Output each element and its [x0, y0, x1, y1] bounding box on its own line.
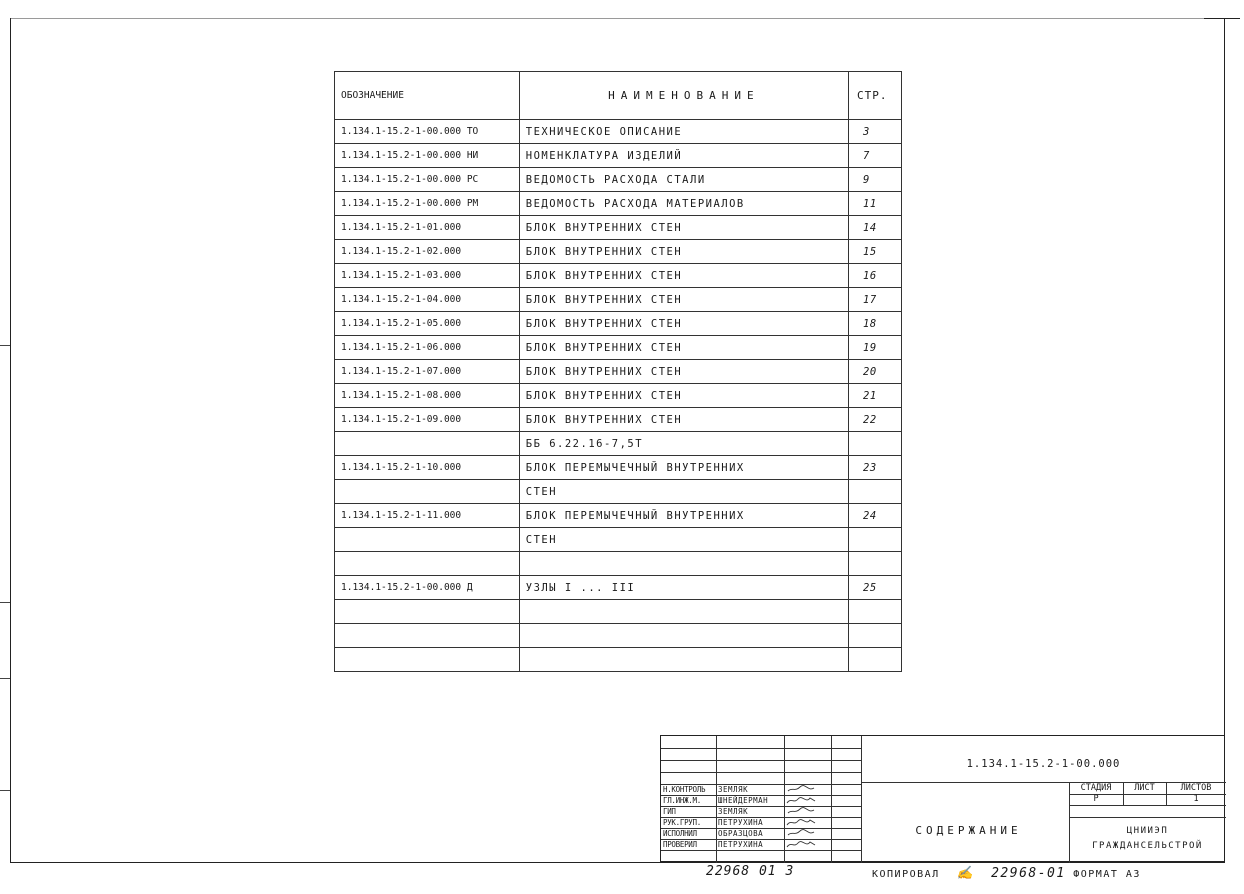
table-row: [335, 144, 902, 168]
signature-name: ПЕТРУХИНА: [718, 818, 764, 827]
row-designation: 1.134.1-15.2-1-00.000 Д: [335, 576, 520, 600]
row-designation: 1.134.1-15.2-1-03.000: [335, 264, 520, 288]
row-name: [519, 624, 848, 648]
row-designation: 1.134.1-15.2-1-02.000: [335, 240, 520, 264]
row-page: 11: [849, 192, 902, 216]
table-row: [335, 192, 902, 216]
row-designation: 1.134.1-15.2-1-00.000 ТО: [335, 120, 520, 144]
row-page: 22: [849, 408, 902, 432]
row-name: БЛОК ВНУТРЕННИХ СТЕН: [519, 408, 848, 432]
row-page: 24: [849, 504, 902, 528]
signature-role: ИСПОЛНИЛ: [663, 829, 697, 838]
signature-name: ЗЕМЛЯК: [718, 807, 749, 816]
row-name: БЛОК ПЕРЕМЫЧЕЧНЫЙ ВНУТРЕННИХ: [519, 456, 848, 480]
header-page: СТР.: [849, 72, 902, 120]
row-page: 20: [849, 360, 902, 384]
row-designation: 1.134.1-15.2-1-01.000: [335, 216, 520, 240]
signature-role: ПРОВЕРИЛ: [663, 840, 697, 849]
title-block-line: [661, 850, 861, 851]
copy-number: 22968-01: [991, 866, 1066, 881]
signature-name: ШНЕЙДЕРМАН: [718, 796, 769, 805]
table-row: [335, 168, 902, 192]
row-designation: 1.134.1-15.2-1-04.000: [335, 288, 520, 312]
contents-header-row: [335, 72, 902, 120]
row-page: 14: [849, 216, 902, 240]
table-row: [335, 624, 902, 648]
row-name: БЛОК ВНУТРЕННИХ СТЕН: [519, 216, 848, 240]
table-row: [335, 576, 902, 600]
row-name: СТЕН: [519, 528, 848, 552]
signature-name: ПЕТРУХИНА: [718, 840, 764, 849]
organization-line-1: ЦНИИЭП: [1126, 826, 1169, 836]
row-page: [849, 552, 902, 576]
signature-row: [661, 795, 861, 806]
row-page: 21: [849, 384, 902, 408]
row-name: БЛОК ВНУТРЕННИХ СТЕН: [519, 240, 848, 264]
row-designation: [335, 432, 520, 456]
row-designation: [335, 648, 520, 672]
margin-tick: [0, 602, 10, 603]
table-row: [335, 648, 902, 672]
row-name: БЛОК ВНУТРЕННИХ СТЕН: [519, 312, 848, 336]
row-designation: [335, 528, 520, 552]
row-designation: 1.134.1-15.2-1-00.000 РС: [335, 168, 520, 192]
table-row: [335, 600, 902, 624]
inventory-number: 22968 01 3: [706, 864, 795, 879]
row-name: БЛОК ВНУТРЕННИХ СТЕН: [519, 288, 848, 312]
table-row: [335, 216, 902, 240]
margin-tick: [0, 790, 10, 791]
signature-row: [661, 784, 861, 795]
frame-left-border: [10, 18, 11, 863]
row-designation: 1.134.1-15.2-1-00.000 РМ: [335, 192, 520, 216]
copy-signature-icon: ✍: [947, 866, 984, 881]
handwritten-signature-icon: [786, 840, 816, 849]
table-row: [335, 120, 902, 144]
row-designation: [335, 600, 520, 624]
table-row: [335, 408, 902, 432]
row-designation: [335, 624, 520, 648]
row-page: 18: [849, 312, 902, 336]
row-designation: 1.134.1-15.2-1-10.000: [335, 456, 520, 480]
row-page: 16: [849, 264, 902, 288]
handwritten-signature-icon: [786, 829, 816, 838]
row-page: 7: [849, 144, 902, 168]
row-designation: 1.134.1-15.2-1-07.000: [335, 360, 520, 384]
table-row: [335, 432, 902, 456]
row-name: БЛОК ВНУТРЕННИХ СТЕН: [519, 336, 848, 360]
row-name: ТЕХНИЧЕСКОЕ ОПИСАНИЕ: [519, 120, 848, 144]
table-row: [335, 336, 902, 360]
header-designation: ОБОЗНАЧЕНИЕ: [335, 72, 520, 120]
signature-name: ЗЕМЛЯК: [718, 785, 749, 794]
copy-label: КОПИРОВАЛ: [872, 869, 940, 880]
row-designation: 1.134.1-15.2-1-05.000: [335, 312, 520, 336]
row-page: [849, 600, 902, 624]
stage-value: Р: [1093, 794, 1099, 804]
row-name: УЗЛЫ I ... III: [519, 576, 848, 600]
table-row: [335, 480, 902, 504]
row-designation: 1.134.1-15.2-1-00.000 НИ: [335, 144, 520, 168]
row-designation: 1.134.1-15.2-1-08.000: [335, 384, 520, 408]
title-block: [660, 735, 1225, 862]
contents-body: [335, 120, 902, 672]
handwritten-signature-icon: [786, 785, 816, 794]
margin-tick: [0, 678, 10, 679]
title-block-line: [661, 760, 861, 761]
row-page: 23: [849, 456, 902, 480]
row-page: 17: [849, 288, 902, 312]
row-page: [849, 624, 902, 648]
row-page: 25: [849, 576, 902, 600]
signature-row: [661, 806, 861, 817]
row-name: БЛОК ВНУТРЕННИХ СТЕН: [519, 360, 848, 384]
handwritten-signature-icon: [786, 796, 816, 805]
signature-role: РУК.ГРУП.: [663, 818, 701, 827]
contents-table: [334, 71, 902, 672]
table-row: [335, 384, 902, 408]
header-name: НАИМЕНОВАНИЕ: [519, 72, 848, 120]
row-name: НОМЕНКЛАТУРА ИЗДЕЛИЙ: [519, 144, 848, 168]
table-row: [335, 504, 902, 528]
row-page: 3: [849, 120, 902, 144]
row-name: [519, 600, 848, 624]
row-page: [849, 432, 902, 456]
table-row: [335, 456, 902, 480]
signature-role: ГЛ.ИНЖ.М.: [663, 796, 701, 805]
table-row: [335, 552, 902, 576]
row-page: 15: [849, 240, 902, 264]
signature-role: ГИП: [663, 807, 676, 816]
title-block-line: [661, 772, 861, 773]
sheet-label: ЛИСТ: [1134, 783, 1155, 793]
signature-row: [661, 839, 861, 850]
row-name: [519, 552, 848, 576]
row-designation: 1.134.1-15.2-1-09.000: [335, 408, 520, 432]
title-block-line: [1069, 817, 1226, 818]
table-row: [335, 240, 902, 264]
row-name: БЛОК ПЕРЕМЫЧЕЧНЫЙ ВНУТРЕННИХ: [519, 504, 848, 528]
sheet-title: СОДЕРЖАНИЕ: [915, 824, 1022, 837]
row-name: ВЕДОМОСТЬ РАСХОДА СТАЛИ: [519, 168, 848, 192]
row-designation: [335, 480, 520, 504]
handwritten-signature-icon: [786, 818, 816, 827]
title-block-line: [1069, 805, 1226, 806]
organization-name: [1069, 824, 1226, 854]
title-block-line: [861, 736, 862, 863]
signature-row: [661, 828, 861, 839]
table-row: [335, 312, 902, 336]
document-code: 1.134.1-15.2-1-00.000: [966, 758, 1121, 770]
format-label: ФОРМАТ А3: [1073, 869, 1141, 880]
stage-label: СТАДИЯ: [1080, 783, 1112, 793]
row-name: ВЕДОМОСТЬ РАСХОДА МАТЕРИАЛОВ: [519, 192, 848, 216]
row-name: БЛОК ВНУТРЕННИХ СТЕН: [519, 384, 848, 408]
row-name: [519, 648, 848, 672]
organization-line-2: ГРАЖДАНСЕЛЬСТРОЙ: [1092, 841, 1203, 851]
row-page: 9: [849, 168, 902, 192]
frame-top-border: [10, 18, 1224, 19]
sheets-label: ЛИСТОВ: [1180, 783, 1212, 793]
sheets-value: 1: [1193, 794, 1199, 804]
row-name: СТЕН: [519, 480, 848, 504]
copy-stamp: [872, 866, 1141, 881]
row-name: ББ 6.22.16-7,5Т: [519, 432, 848, 456]
table-row: [335, 264, 902, 288]
signature-role: Н.КОНТРОЛЬ: [663, 785, 706, 794]
table-row: [335, 360, 902, 384]
signature-row: [661, 817, 861, 828]
table-row: [335, 528, 902, 552]
row-page: [849, 528, 902, 552]
row-name: БЛОК ВНУТРЕННИХ СТЕН: [519, 264, 848, 288]
margin-tick: [0, 345, 10, 346]
row-designation: [335, 552, 520, 576]
frame-bottom-border: [10, 862, 1224, 863]
row-page: 19: [849, 336, 902, 360]
table-row: [335, 288, 902, 312]
row-designation: 1.134.1-15.2-1-11.000: [335, 504, 520, 528]
handwritten-signature-icon: [786, 807, 816, 816]
row-designation: 1.134.1-15.2-1-06.000: [335, 336, 520, 360]
title-block-line: [661, 748, 861, 749]
frame-corner-mark: [1204, 18, 1240, 19]
row-page: [849, 480, 902, 504]
row-page: [849, 648, 902, 672]
signature-name: ОБРАЗЦОВА: [718, 829, 764, 838]
